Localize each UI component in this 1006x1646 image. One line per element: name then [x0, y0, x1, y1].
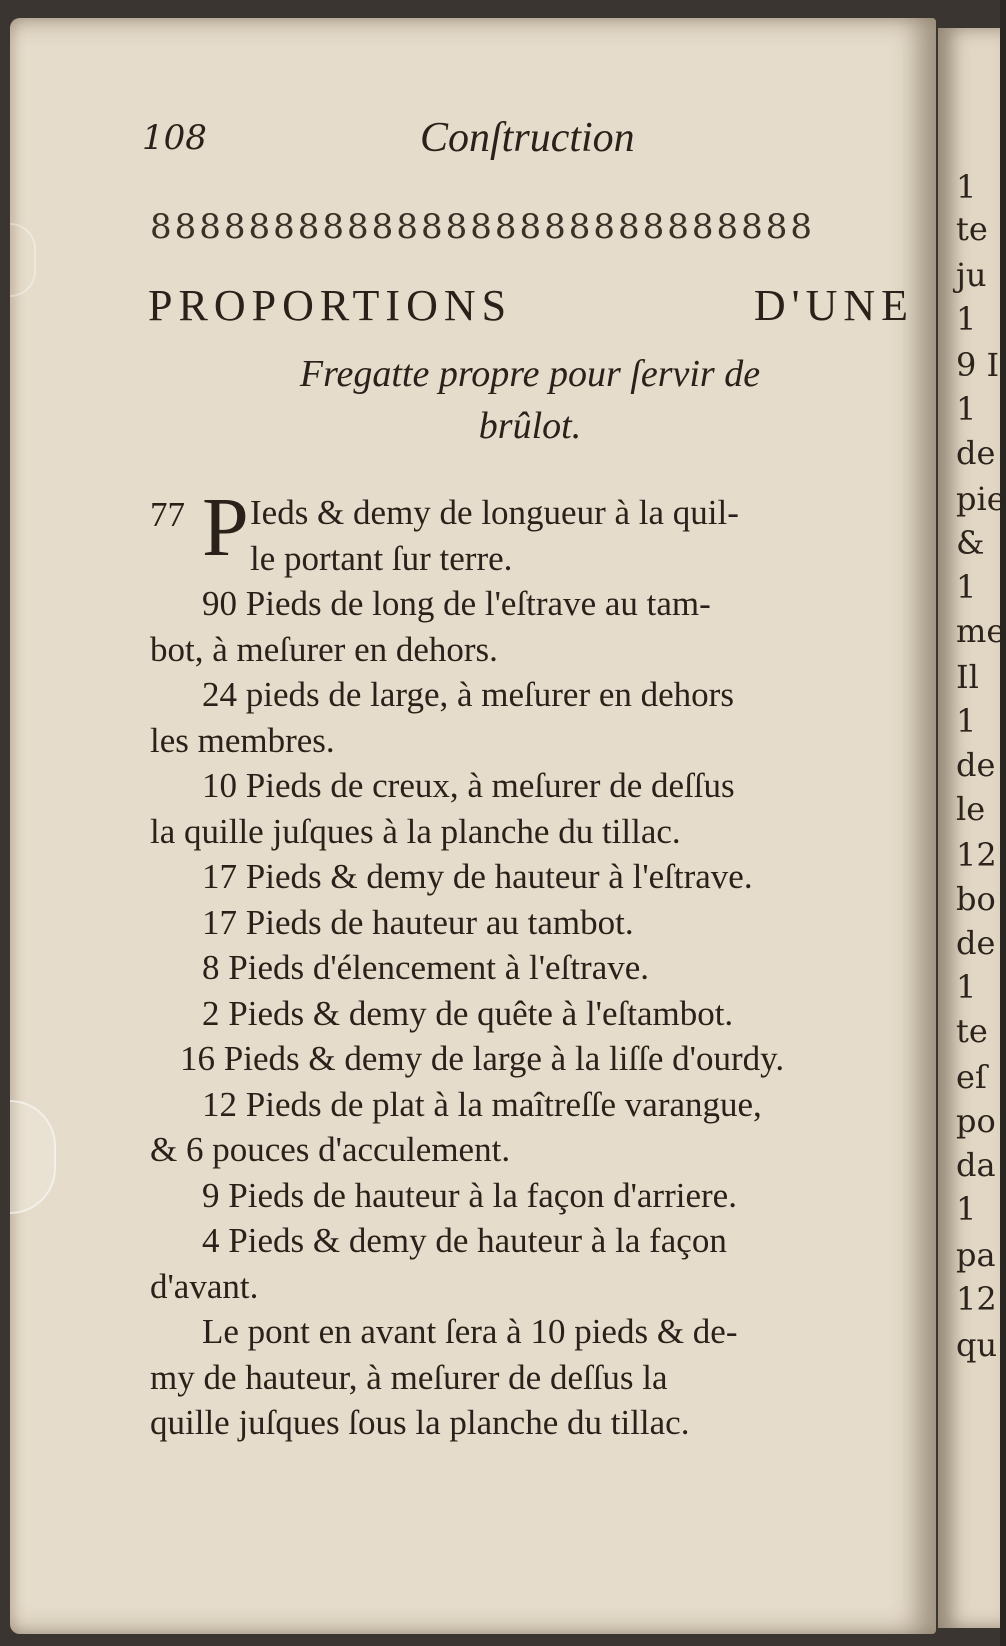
next-page-fragment: 1 — [956, 390, 977, 428]
text-line: Le pont en avant ſera à 10 pieds & de- — [202, 1312, 738, 1351]
next-page-fragment: le — [956, 790, 986, 828]
text-line: 24 pieds de large, à meſurer en dehors — [202, 675, 734, 714]
next-page-fragment: 1 — [956, 1190, 977, 1228]
title-word-1: PROPORTIONS — [148, 281, 513, 330]
next-page-fragment: pa — [956, 1236, 996, 1274]
next-page-fragment: 1 — [956, 300, 977, 338]
next-page-fragment: 12 — [956, 1280, 997, 1318]
lead-number: 77 — [150, 495, 185, 534]
chapter-subtitle — [150, 348, 910, 452]
text-line: & 6 pouces d'acculement. — [150, 1130, 511, 1169]
next-page-fragment: po — [956, 1102, 996, 1140]
next-page-fragment: te — [956, 210, 988, 248]
text-line: le portant ſur terre. — [250, 538, 513, 578]
text-line: la quille juſques à la planche du tillac. — [150, 811, 681, 851]
next-page-fragment: eſ — [956, 1058, 987, 1096]
text-line: 10 Pieds de creux, à meſurer de deſſus — [202, 766, 735, 805]
text-line: d'avant. — [150, 1266, 259, 1306]
drop-cap: P — [202, 481, 249, 574]
text-line: 16 Pieds & demy de large à la liſſe d'ourdy. — [180, 1039, 785, 1078]
running-head: Conſtruction — [420, 115, 635, 161]
next-page-fragment: 1 — [956, 568, 977, 606]
text-line: Ieds & demy de longueur à la quil- — [250, 493, 739, 532]
text-line: 4 Pieds & demy de hauteur à la façon — [202, 1221, 727, 1260]
next-page-fragment: 1 — [956, 968, 977, 1006]
text-lines — [150, 581, 912, 1446]
left-page — [10, 18, 936, 1634]
next-page-fragment: 1 — [956, 702, 977, 740]
page-number: 108 — [142, 118, 207, 158]
text-line: 2 Pieds & demy de quête à l'eſtambot. — [202, 993, 734, 1033]
text-line: 12 Pieds de plat à la maîtreſſe varangue, — [202, 1084, 762, 1124]
next-page-fragment: 12 — [956, 836, 997, 874]
chapter-title — [148, 280, 914, 331]
page-clip — [10, 1100, 56, 1214]
next-page-edge — [938, 28, 1006, 1628]
body-text — [150, 481, 912, 1446]
text-line: my de hauteur, à meſurer de deſſus la — [150, 1357, 668, 1397]
page-clip-top — [10, 223, 36, 297]
next-page-fragment: de — [956, 746, 996, 784]
subtitle-line: brûlot. — [478, 405, 582, 447]
next-page-fragment: Il — [956, 658, 979, 696]
title-word-2: D'UNE — [753, 281, 914, 330]
next-page-fragment: ju — [956, 256, 987, 294]
text-line: quille juſques ſous la planche du tillac. — [150, 1403, 690, 1442]
text-line: bot, à meſurer en dehors. — [150, 629, 498, 669]
text-line: 9 Pieds de hauteur à la façon d'arriere. — [202, 1175, 737, 1215]
text-line: 90 Pieds de long de l'eſtrave au tam- — [202, 584, 711, 623]
next-page-fragment: te — [956, 1012, 988, 1050]
text-line: 17 Pieds & demy de hauteur à l'eſtrave. — [202, 857, 753, 896]
next-page-fragment: da — [956, 1146, 996, 1184]
next-page-fragment: 1 — [956, 168, 977, 206]
next-page-fragment: pie — [956, 480, 1006, 518]
ornament-band: 888888888888888888888888888 — [150, 207, 816, 247]
subtitle-line: Fregatte propre pour ſervir de — [299, 353, 761, 395]
next-page-fragment: 9 I — [956, 346, 1000, 384]
next-page-fragment: de — [956, 924, 996, 962]
next-page-fragment: de — [956, 434, 996, 472]
next-page-fragment: qu — [956, 1326, 998, 1364]
first-paragraph — [150, 481, 912, 581]
text-line: les membres. — [150, 720, 335, 760]
next-page-fragment: me — [956, 612, 1006, 650]
next-page-fragment: & — [956, 524, 985, 562]
next-page-fragment: bo — [956, 880, 996, 918]
text-line: 8 Pieds d'élencement à l'eſtrave. — [202, 948, 650, 987]
text-line: 17 Pieds de hauteur au tambot. — [202, 902, 634, 942]
